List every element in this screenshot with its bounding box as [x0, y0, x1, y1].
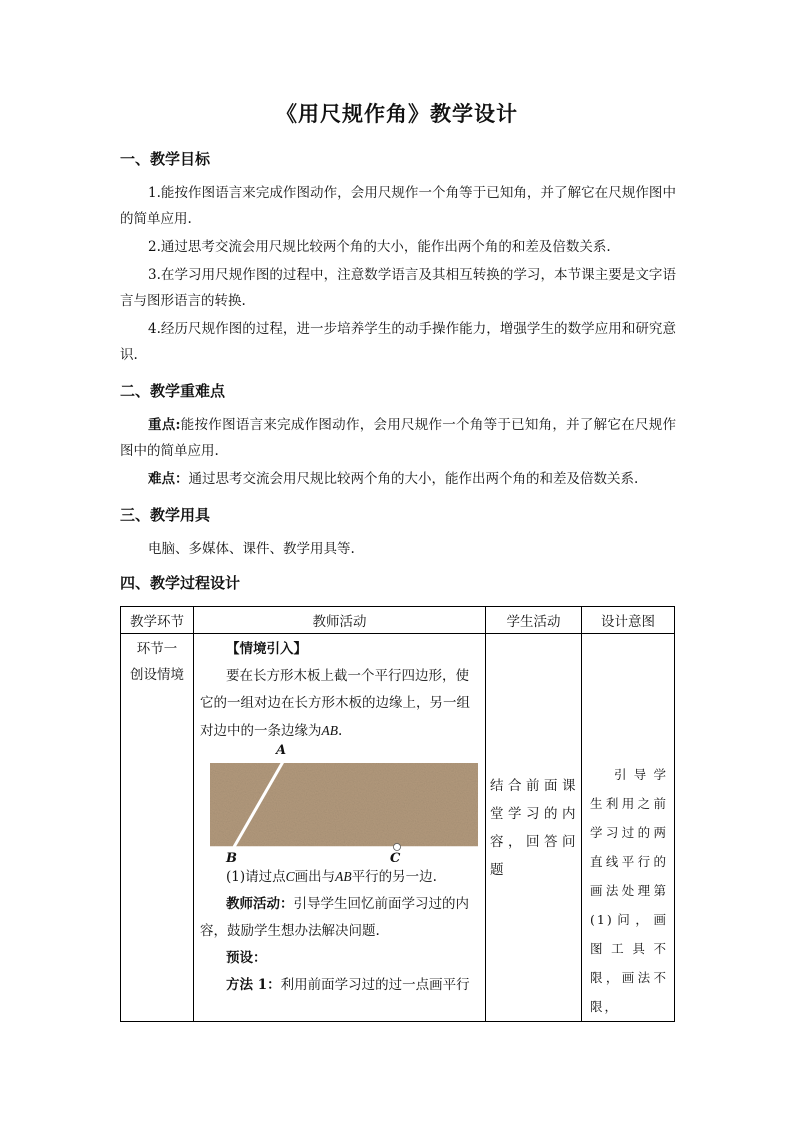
difficult-point-label: 难点： — [148, 471, 189, 487]
process-table — [120, 606, 675, 1022]
key-point-text: 能按作图语言来完成作图动作，会用尺规作一个角等于已知角，并了解它在尺规作图中的简单应用. — [120, 417, 677, 459]
difficult-point — [120, 466, 676, 492]
teacher-activity-label: 教师活动： — [226, 896, 294, 912]
q1-c: C — [285, 869, 295, 884]
tools-text: 电脑、多媒体、课件、教学用具等. — [148, 541, 355, 557]
method-1 — [200, 972, 479, 999]
table-header-row — [121, 607, 675, 634]
label-b: B — [226, 851, 237, 866]
q1-post: 平行的另一边. — [351, 869, 437, 885]
q1-pre: (1)请过点 — [226, 869, 286, 885]
board-diagram — [202, 747, 484, 859]
student-cell — [486, 634, 582, 1022]
intro-ab: AB — [321, 723, 338, 738]
teacher-activity-text: 引导学生回忆前面学习过的内容，鼓励学生想办法解决问题. — [200, 896, 469, 939]
intro-paragraph: 要在长方形木板上截一个平行四边形，使它的一组对边在长方形木板的边缘上，另一组对边中的一条边缘为AB. — [200, 668, 470, 739]
board-figure — [202, 743, 484, 866]
intent-cell — [582, 634, 675, 1022]
objective-4: 4.经历尺规作图的过程，进一步培养学生的动手操作能力，增强学生的数学应用和研究意识. — [120, 321, 676, 363]
header-student: 学生活动 — [486, 607, 582, 634]
header-stage: 教学环节 — [121, 607, 194, 634]
teacher-activity — [200, 891, 479, 945]
label-a: A — [276, 743, 287, 758]
stage-line-2: 创设情境 — [130, 667, 184, 683]
difficult-point-text: 通过思考交流会用尺规比较两个角的大小，能作出两个角的和差及倍数关系. — [188, 471, 639, 487]
question-1 — [200, 863, 479, 891]
section-heading-objectives: 一、教学目标 — [120, 150, 211, 168]
preset-label: 预设： — [226, 950, 267, 966]
objective-3: 3.在学习用尺规作图的过程中，注意数学语言及其相互转换的学习，本节课主要是文字语言与图形语言的转换. — [120, 267, 676, 309]
method-1-label: 方法 1： — [226, 977, 281, 993]
student-activity-text: 结合前面课堂学习的内容，回答问题 — [490, 777, 577, 878]
page-title: 《用尺规作角》教学设计 — [276, 101, 518, 126]
section-heading-key-points: 二、教学重难点 — [120, 382, 226, 400]
section-heading-process: 四、教学过程设计 — [120, 574, 241, 592]
table-row — [121, 634, 675, 1022]
objective-1: 1.能按作图语言来完成作图动作，会用尺规作一个角等于已知角，并了解它在尺规作图中的简单应用. — [120, 185, 676, 227]
stage-cell — [121, 634, 194, 1022]
header-teacher: 教师活动 — [194, 607, 486, 634]
section-heading-tools: 三、教学用具 — [120, 506, 211, 524]
wood-board — [210, 763, 478, 847]
key-point-label: 重点: — [148, 417, 181, 433]
q1-mid: 画出与 — [294, 869, 336, 885]
method-1-text: 利用前面学习过的过一点画平行 — [280, 977, 470, 993]
q1-ab: AB — [335, 869, 352, 884]
key-point — [120, 412, 676, 464]
label-c: C — [390, 851, 401, 866]
stage-line-1: 环节一 — [136, 641, 178, 657]
objective-2: 2.通过思考交流会用尺规比较两个角的大小，能作出两个角的和差及倍数关系. — [148, 239, 611, 255]
intro-text: 要在长方形木板上截一个平行四边形，使它的一组对边在长方形木板的边缘上，另一组对边中的一条边缘为 — [200, 668, 470, 739]
teacher-cell — [194, 634, 486, 1022]
header-intent: 设计意图 — [582, 607, 675, 634]
intent-text: 引导学生利用之前学习过的两直线平行的画法处理第(1)问，画图工具不限，画法不限， — [590, 767, 668, 1014]
intro-label: 【情境引入】 — [226, 641, 307, 657]
